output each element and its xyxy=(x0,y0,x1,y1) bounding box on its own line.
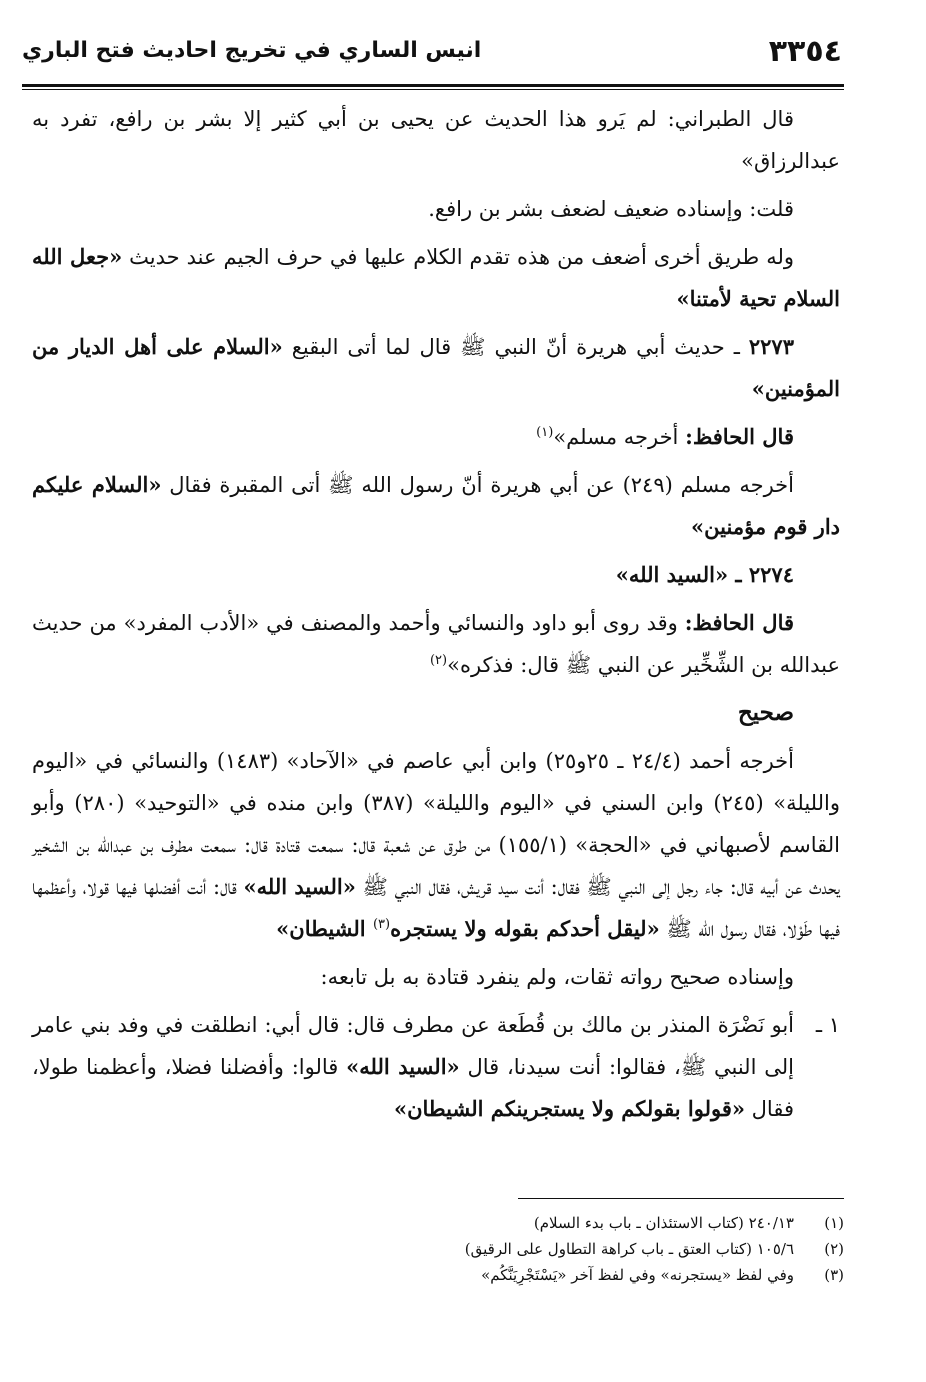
paragraph-text: أبو نَضْرَة المنذر بن مالك بن قُطَعة عن مطرف قال: قال أبي: انطلقت في وفد بني عامر إلى النبي ﷺ، فقالوا: أنت سيدنا، قال xyxy=(32,1013,794,1079)
hadith-quote: الشيطان» xyxy=(276,916,373,941)
footnote-text: ٢٤٠/١٣ (كتاب الاستئذان ـ باب بدء السلام) xyxy=(533,1214,794,1232)
section-heading-sahih: صحيح xyxy=(737,699,794,726)
hadith-quote: «السلام على أهل الديار من المؤمنين» xyxy=(32,334,840,401)
footnote-text: وفي لفظ «يستجرنه» وفي لفظ آخر «يَسْتَجْرِيَنَّكُم» xyxy=(481,1266,794,1284)
paragraph-text: قال: أنت أفضلها فيها قولا، وأعظمها فيها طَوْلا، فقال رسول الله ﷺ xyxy=(32,875,840,941)
paragraph-takhrij xyxy=(32,740,840,950)
header-rule-thin xyxy=(22,89,844,90)
footnote-number: (٣) xyxy=(824,1266,844,1284)
list-item-text xyxy=(32,1004,794,1130)
paragraph-qultu: قلت: وإسناده ضعيف لضعف بشر بن رافع. xyxy=(428,197,794,221)
footnote-ref-3: (٣) xyxy=(372,917,391,932)
running-title: انيس الساري في تخريج احاديث فتح الباري xyxy=(22,38,482,63)
hafiz-comment-2 xyxy=(32,602,840,686)
footnote-ref-2: (٢) xyxy=(429,653,448,668)
hadith-quote: «السلام عليكم دار قوم مؤمنين» xyxy=(32,472,840,539)
footnote-ref-1: (١) xyxy=(536,425,554,440)
footnote-number: (١) xyxy=(824,1214,844,1232)
footnote xyxy=(244,1210,844,1236)
hafiz-text: وقد روى أبو داود والنسائي وأحمد والمصنف في «الأدب المفرد» من حديث عبدالله بن الشِّخِّير عن النبي ﷺ قال: فذكره» xyxy=(32,611,840,677)
footnote-text: ١٠٥/٦ (كتاب العتق ـ باب كراهة التطاول على الرقيق) xyxy=(464,1240,794,1258)
hafiz-label: قال الحافظ: xyxy=(684,610,794,635)
paragraph-text: أخرجه أحمد (٢٤/٤ ـ ٢٥و٢٥) وابن أبي عاصم في «الآحاد» (١٤٨٣) والنسائي في «اليوم والليلة» (٢٤٥) وابن السني في «اليوم والليلة» (٣٨٧) وابن منده في «التوحيد» (٢٨٠) وأبو القاسم لأصبهاني في «الحجة» (١٥٥/١) من طرق عن شعبة قال: سمعت قتادة قال: سمعت مطرف بن عبدالله بن الشخير يحدث عن أبيه قال: جاء رجل إلى النبي ﷺ فقال: أنت سيد قريش، فقال النبي ﷺ xyxy=(32,749,840,899)
hafiz-label: قال الحافظ: xyxy=(685,424,794,449)
hafiz-text: أخرجه مسلم» xyxy=(553,425,686,449)
page-header xyxy=(22,28,842,80)
page-number: ٣٣٥٤ xyxy=(768,34,842,69)
footnote xyxy=(244,1236,844,1262)
main-text xyxy=(32,98,840,1130)
footnote xyxy=(244,1262,844,1288)
paragraph-text: قالوا: وأفضلنا فضلا، وأعظمنا طولا، فقال xyxy=(32,1055,794,1121)
hadith-quote: «ليقل أحدكم بقوله ولا يستجره xyxy=(390,916,660,941)
list-item xyxy=(32,1004,840,1130)
list-item-number: ١ ـ xyxy=(815,1013,840,1037)
hadith-text: ـ حديث أبي هريرة أنّ النبي ﷺ قال لما أتى البقيع xyxy=(282,335,749,359)
paragraph-text: وله طريق أخرى أضعف من هذه تقدم الكلام عليها في حرف الجيم عند حديث xyxy=(122,245,795,269)
paragraph-muslim xyxy=(32,464,840,548)
hadith-quote: «قولوا بقولكم ولا يستجرينكم الشيطان» xyxy=(393,1096,745,1121)
hadith-quote: «السيد الله» xyxy=(243,874,356,899)
hadith-2274: ٢٢٧٤ ـ «السيد الله» xyxy=(615,562,794,587)
paragraph-tabarani: قال الطبراني: لم يَرو هذا الحديث عن يحيى بن أبي كثير إلا بشر بن رافع، تفرد به عبدالرزاق» xyxy=(32,107,840,173)
header-rule xyxy=(22,84,844,87)
paragraph-isnad: وإسناده صحيح رواته ثقات، ولم ينفرد قتادة به بل تابعه: xyxy=(320,965,794,989)
paragraph-other-route xyxy=(32,236,840,320)
hadith-2273 xyxy=(32,326,840,410)
paragraph-text: أخرجه مسلم (٢٤٩) عن أبي هريرة أنّ رسول الله ﷺ أتى المقبرة فقال xyxy=(161,473,794,497)
footnote-separator xyxy=(518,1198,844,1199)
hadith-number: ٢٢٧٣ xyxy=(748,334,794,359)
hadith-quote: «السيد الله» xyxy=(346,1054,460,1079)
hafiz-comment-1 xyxy=(32,416,840,458)
footnotes xyxy=(244,1210,844,1288)
footnote-number: (٢) xyxy=(824,1240,844,1258)
hadith-quote: «جعل الله السلام تحية لأمتنا» xyxy=(32,244,840,311)
